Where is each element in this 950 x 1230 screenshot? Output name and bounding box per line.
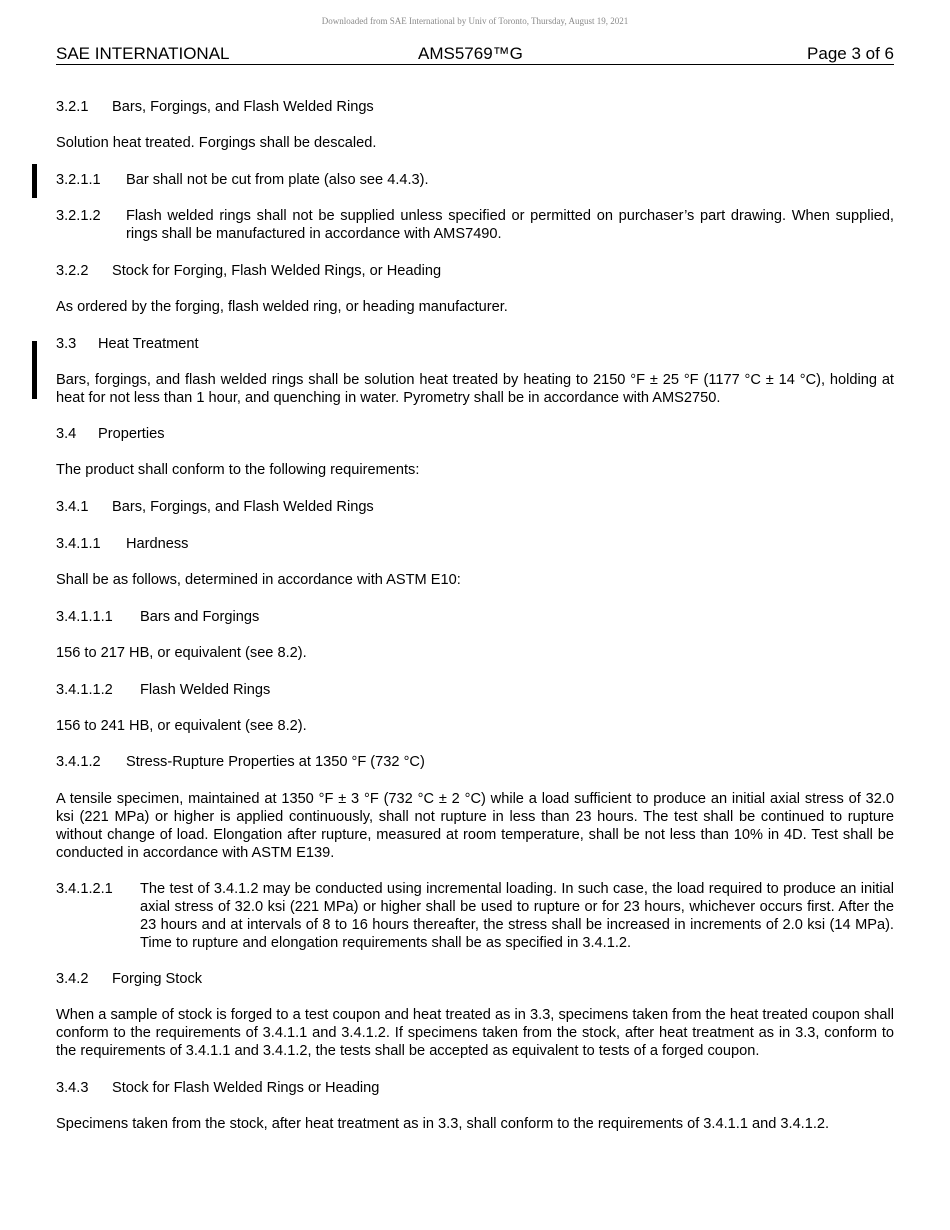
section-title: Heat Treatment (98, 336, 199, 352)
section-title: Stress-Rupture Properties at 1350 °F (732 °C) (126, 754, 425, 770)
section-heading-3-4-1 (56, 498, 894, 516)
download-watermark: Downloaded from SAE International by Univ of Toronto, Thursday, August 19, 2021 (321, 16, 629, 26)
paragraph: The product shall conform to the following requirements: (56, 462, 420, 478)
paragraph: Shall be as follows, determined in accordance with ASTM E10: (56, 572, 461, 588)
section-title: Forging Stock (112, 971, 203, 987)
section-heading-3-4-1-2 (56, 753, 894, 771)
clause-text: Bar shall not be cut from plate (also see 4.4.3). (126, 172, 429, 188)
clause-number: 3.4.1.2.1 (56, 881, 113, 897)
section-title: Hardness (126, 536, 189, 552)
section-heading-3-2-2 (56, 262, 894, 280)
section-number: 3.2.1 (56, 99, 89, 115)
section-heading-3-4-2 (56, 970, 894, 988)
section-number: 3.4.1.1.2 (56, 682, 113, 698)
paragraph: 156 to 241 HB, or equivalent (see 8.2). (56, 718, 307, 734)
paragraph: When a sample of stock is forged to a test coupon and heat treated as in 3.3, specimens taken from the heat treated coupon shall conform to the requirements of 3.4.1.1 and 3.4.1.2. If specimens taken from the stock, after heat treatment as in 3.3, conform to the requirements of 3.4.1.1 and 3.4.1.2, the tests shall be accepted as equivalent to tests of a forged coupon. (56, 1007, 894, 1059)
section-number: 3.4 (56, 426, 77, 442)
paragraph: Specimens taken from the stock, after heat treatment as in 3.3, shall conform to the requirements of 3.4.1.1 and 3.4.1.2. (56, 1116, 830, 1132)
header-page-number: Page 3 of 6 (807, 44, 894, 63)
clause-number: 3.2.1.1 (56, 172, 101, 188)
section-number: 3.4.1 (56, 499, 89, 515)
section-title: Flash Welded Rings (140, 682, 271, 698)
section-heading-3-3 (56, 335, 894, 353)
section-title: Stock for Forging, Flash Welded Rings, or Heading (112, 263, 442, 279)
section-title: Bars, Forgings, and Flash Welded Rings (112, 99, 374, 115)
clause-3-2-1-2 (56, 207, 894, 243)
paragraph: Solution heat treated. Forgings shall be descaled. (56, 135, 377, 151)
section-number: 3.3 (56, 336, 77, 352)
section-title: Properties (98, 426, 165, 442)
section-title: Bars and Forgings (140, 609, 260, 625)
clause-number: 3.2.1.2 (56, 208, 101, 224)
header-document-number: AMS5769™G (418, 44, 523, 63)
section-heading-3-4 (56, 425, 894, 443)
header-publisher: SAE INTERNATIONAL (56, 44, 230, 63)
section-heading-3-4-1-1 (56, 535, 894, 553)
section-title: Bars, Forgings, and Flash Welded Rings (112, 499, 374, 515)
revision-change-bar (32, 164, 37, 198)
section-number: 3.4.1.1.1 (56, 609, 113, 625)
section-title: Stock for Flash Welded Rings or Heading (112, 1080, 380, 1096)
section-number: 3.4.2 (56, 971, 89, 987)
paragraph: Bars, forgings, and flash welded rings shall be solution heat treated by heating to 2150 °F ± 25 °F (1177 °C ± 14 °C), holding at heat for not less than 1 hour, and quenching in water. Pyrometry shall be in accordance with AMS2750. (56, 372, 894, 406)
section-heading-3-2-1 (56, 98, 894, 116)
paragraph: A tensile specimen, maintained at 1350 °F ± 3 °F (732 °C ± 2 °C) while a load sufficient to produce an initial axial stress of 32.0 ksi (221 MPa) or higher is applied continuously, shall not rupture in less than 23 hours. The test shall be continued to rupture without change of load. Elongation after rupture, measured at room temperature, shall be not less than 10% in 4D. Test shall be conducted in accordance with ASTM E139. (56, 791, 894, 861)
clause-3-4-1-2-1 (56, 880, 894, 952)
paragraph: 156 to 217 HB, or equivalent (see 8.2). (56, 645, 307, 661)
section-heading-3-4-1-1-1 (56, 608, 894, 626)
section-number: 3.2.2 (56, 263, 89, 279)
clause-text: The test of 3.4.1.2 may be conducted using incremental loading. In such case, the load required to produce an initial axial stress of 32.0 ksi (221 MPa) or higher shall be used to rupture or for 23 hours, whichever occurs first. After the 23 hours and at intervals of 8 to 16 hours thereafter, the stress shall be increased in increments of 2.0 ksi (14 MPa). Time to rupture and elongation requirements shall be as specified in 3.4.1.2. (140, 881, 894, 951)
section-heading-3-4-3 (56, 1079, 894, 1097)
section-number: 3.4.1.2 (56, 754, 101, 770)
clause-text: Flash welded rings shall not be supplied unless specified or permitted on purchaser’s part drawing. When supplied, rings shall be manufactured in accordance with AMS7490. (126, 208, 894, 242)
section-heading-3-4-1-1-2 (56, 681, 894, 699)
page-header (56, 44, 894, 65)
section-number: 3.4.1.1 (56, 536, 101, 552)
revision-change-bar (32, 341, 37, 399)
paragraph: As ordered by the forging, flash welded ring, or heading manufacturer. (56, 299, 508, 315)
clause-3-2-1-1 (56, 171, 894, 189)
section-number: 3.4.3 (56, 1080, 89, 1096)
